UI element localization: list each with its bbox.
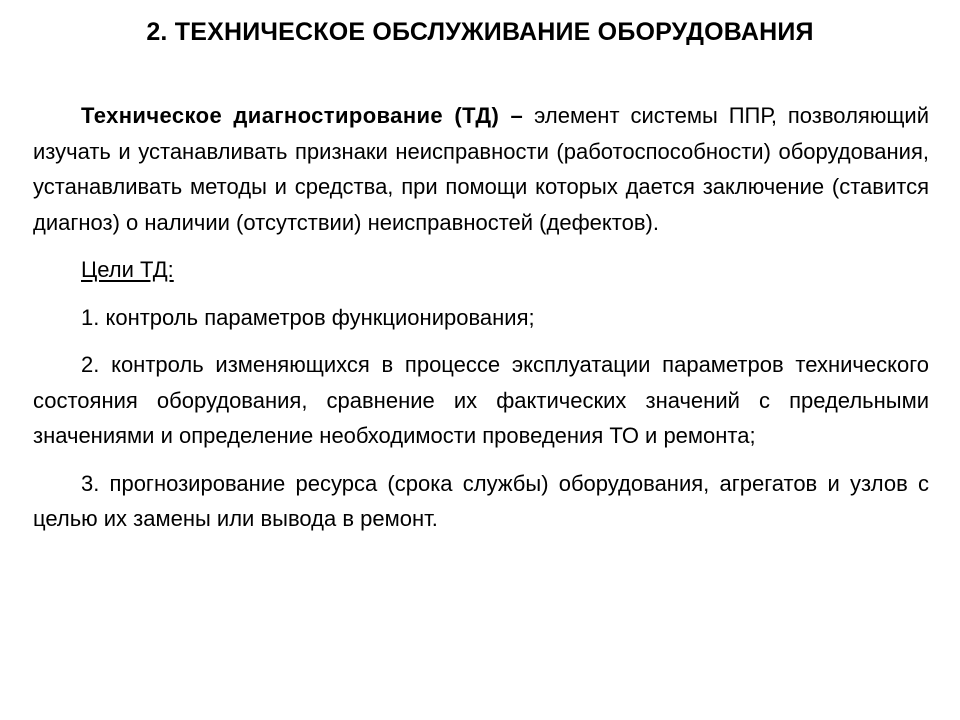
definition-text: элемент системы ППР, позволяющий изучать и устанавливать признаки неисправности (работоспособности) оборудования, устанавливать методы и средства, при помощи которых дается заключение (ставится диагноз) о наличии (отсутствии) неисправностей (дефектов). [33,103,929,235]
goal-item-1: 1. контроль параметров функционирования; [81,304,535,330]
goal-item-2: 2. контроль изменяющихся в процессе эксплуатации параметров технического состояния оборудования, сравнение их фактических значений с предельными значениями и определение необходимости проведения ТО и ремонта; [33,352,929,448]
goal-item-3: 3. прогнозирование ресурса (срока службы) оборудования, агрегатов и узлов с целью их замены или вывода в ремонт. [33,470,929,531]
goals-heading-paragraph [33,252,929,288]
goals-heading: Цели ТД: [81,257,174,282]
definition-paragraph [33,98,929,240]
slide-body [33,98,929,537]
page-title: 2. ТЕХНИЧЕСКОЕ ОБСЛУЖИВАНИЕ ОБОРУДОВАНИЯ [146,18,814,46]
definition-term: Техническое диагностирование (ТД) – [81,103,524,128]
